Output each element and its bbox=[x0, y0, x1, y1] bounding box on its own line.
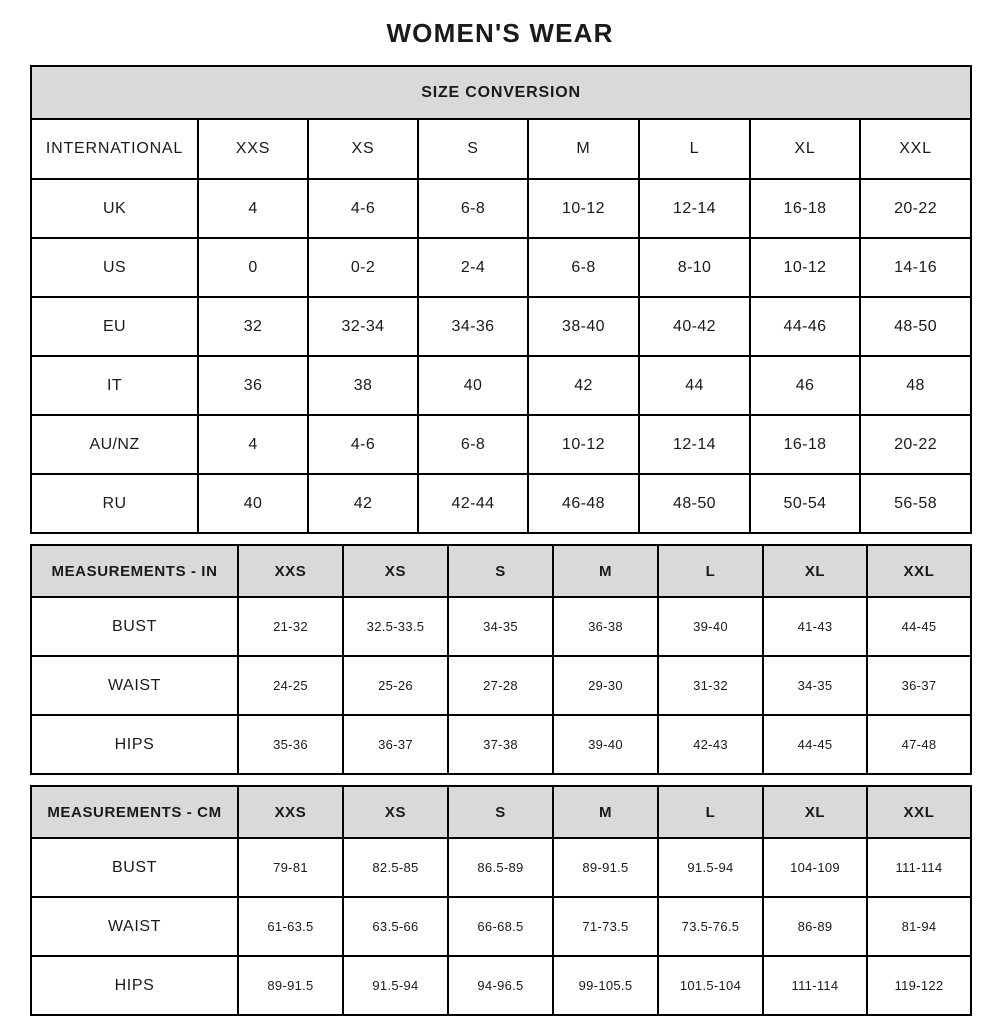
table-row bbox=[31, 238, 971, 297]
value-cell: 10-12 bbox=[528, 415, 639, 474]
value-cell: 50-54 bbox=[750, 474, 860, 533]
row-label: US bbox=[31, 238, 198, 297]
value-cell: 86.5-89 bbox=[448, 838, 553, 897]
measurements-cm-body bbox=[31, 838, 971, 1015]
table-row bbox=[31, 897, 971, 956]
row-label: BUST bbox=[31, 597, 238, 656]
value-cell: 44 bbox=[639, 356, 750, 415]
value-cell: 89-91.5 bbox=[238, 956, 343, 1015]
value-cell: 34-36 bbox=[418, 297, 528, 356]
value-cell: 48 bbox=[860, 356, 971, 415]
value-cell: 48-50 bbox=[860, 297, 971, 356]
value-cell: 6-8 bbox=[418, 415, 528, 474]
size-column-header: M bbox=[528, 119, 639, 179]
value-cell: 32-34 bbox=[308, 297, 418, 356]
value-cell: 34-35 bbox=[448, 597, 553, 656]
row-label: HIPS bbox=[31, 956, 238, 1015]
value-cell: 73.5-76.5 bbox=[658, 897, 763, 956]
value-cell: 38-40 bbox=[528, 297, 639, 356]
measurements-in-header: MEASUREMENTS - IN bbox=[31, 545, 238, 597]
value-cell: 10-12 bbox=[528, 179, 639, 238]
value-cell: 16-18 bbox=[750, 415, 860, 474]
value-cell: 56-58 bbox=[860, 474, 971, 533]
table-row bbox=[31, 715, 971, 774]
size-chart-page bbox=[30, 0, 970, 1016]
value-cell: 42 bbox=[528, 356, 639, 415]
table-row bbox=[31, 597, 971, 656]
value-cell: 0 bbox=[198, 238, 308, 297]
size-column-header: XL bbox=[763, 786, 867, 838]
value-cell: 6-8 bbox=[418, 179, 528, 238]
value-cell: 24-25 bbox=[238, 656, 343, 715]
value-cell: 31-32 bbox=[658, 656, 763, 715]
value-cell: 61-63.5 bbox=[238, 897, 343, 956]
row-label: AU/NZ bbox=[31, 415, 198, 474]
value-cell: 36 bbox=[198, 356, 308, 415]
row-label: BUST bbox=[31, 838, 238, 897]
value-cell: 29-30 bbox=[553, 656, 658, 715]
value-cell: 111-114 bbox=[867, 838, 971, 897]
value-cell: 48-50 bbox=[639, 474, 750, 533]
value-cell: 42-43 bbox=[658, 715, 763, 774]
size-column-header: L bbox=[639, 119, 750, 179]
size-column-header: M bbox=[553, 545, 658, 597]
value-cell: 6-8 bbox=[528, 238, 639, 297]
value-cell: 41-43 bbox=[763, 597, 867, 656]
value-cell: 32 bbox=[198, 297, 308, 356]
page-title: WOMEN'S WEAR bbox=[386, 18, 614, 48]
table-row bbox=[31, 179, 971, 238]
size-conversion-body bbox=[31, 179, 971, 533]
value-cell: 79-81 bbox=[238, 838, 343, 897]
value-cell: 46 bbox=[750, 356, 860, 415]
value-cell: 16-18 bbox=[750, 179, 860, 238]
size-conversion-table bbox=[30, 65, 972, 534]
value-cell: 46-48 bbox=[528, 474, 639, 533]
measurements-in-table bbox=[30, 544, 972, 775]
measurements-cm-header: MEASUREMENTS - CM bbox=[31, 786, 238, 838]
value-cell: 27-28 bbox=[448, 656, 553, 715]
size-column-header: S bbox=[448, 545, 553, 597]
value-cell: 12-14 bbox=[639, 415, 750, 474]
value-cell: 2-4 bbox=[418, 238, 528, 297]
value-cell: 44-45 bbox=[763, 715, 867, 774]
value-cell: 25-26 bbox=[343, 656, 448, 715]
value-cell: 40 bbox=[198, 474, 308, 533]
value-cell: 4-6 bbox=[308, 415, 418, 474]
value-cell: 34-35 bbox=[763, 656, 867, 715]
row-label: RU bbox=[31, 474, 198, 533]
row-label: HIPS bbox=[31, 715, 238, 774]
table-row bbox=[31, 656, 971, 715]
column-header-row bbox=[31, 545, 971, 597]
value-cell: 47-48 bbox=[867, 715, 971, 774]
measurements-cm-table bbox=[30, 785, 972, 1016]
value-cell: 44-45 bbox=[867, 597, 971, 656]
table-row bbox=[31, 838, 971, 897]
table-row bbox=[31, 415, 971, 474]
size-column-header: XL bbox=[750, 119, 860, 179]
value-cell: 37-38 bbox=[448, 715, 553, 774]
value-cell: 36-37 bbox=[343, 715, 448, 774]
table-row bbox=[31, 474, 971, 533]
value-cell: 89-91.5 bbox=[553, 838, 658, 897]
value-cell: 4-6 bbox=[308, 179, 418, 238]
value-cell: 35-36 bbox=[238, 715, 343, 774]
size-column-header: XXL bbox=[867, 786, 971, 838]
international-header: INTERNATIONAL bbox=[31, 119, 198, 179]
table-row bbox=[31, 297, 971, 356]
value-cell: 63.5-66 bbox=[343, 897, 448, 956]
column-header-row bbox=[31, 119, 971, 179]
value-cell: 119-122 bbox=[867, 956, 971, 1015]
table-row bbox=[31, 356, 971, 415]
value-cell: 91.5-94 bbox=[658, 838, 763, 897]
value-cell: 111-114 bbox=[763, 956, 867, 1015]
value-cell: 44-46 bbox=[750, 297, 860, 356]
value-cell: 36-38 bbox=[553, 597, 658, 656]
size-column-header: XS bbox=[343, 545, 448, 597]
value-cell: 42 bbox=[308, 474, 418, 533]
size-column-header: L bbox=[658, 545, 763, 597]
value-cell: 20-22 bbox=[860, 179, 971, 238]
value-cell: 91.5-94 bbox=[343, 956, 448, 1015]
value-cell: 4 bbox=[198, 179, 308, 238]
value-cell: 21-32 bbox=[238, 597, 343, 656]
value-cell: 66-68.5 bbox=[448, 897, 553, 956]
size-column-header: XS bbox=[343, 786, 448, 838]
size-column-header: XXS bbox=[198, 119, 308, 179]
size-column-header: S bbox=[448, 786, 553, 838]
value-cell: 38 bbox=[308, 356, 418, 415]
value-cell: 104-109 bbox=[763, 838, 867, 897]
row-label: WAIST bbox=[31, 656, 238, 715]
size-column-header: XXS bbox=[238, 545, 343, 597]
measurements-in-body bbox=[31, 597, 971, 774]
size-column-header: XXL bbox=[867, 545, 971, 597]
size-column-header: XXS bbox=[238, 786, 343, 838]
value-cell: 101.5-104 bbox=[658, 956, 763, 1015]
value-cell: 42-44 bbox=[418, 474, 528, 533]
size-column-header: M bbox=[553, 786, 658, 838]
value-cell: 12-14 bbox=[639, 179, 750, 238]
size-column-header: XXL bbox=[860, 119, 971, 179]
value-cell: 71-73.5 bbox=[553, 897, 658, 956]
value-cell: 81-94 bbox=[867, 897, 971, 956]
value-cell: 20-22 bbox=[860, 415, 971, 474]
value-cell: 40 bbox=[418, 356, 528, 415]
table-title-row bbox=[31, 66, 971, 119]
value-cell: 8-10 bbox=[639, 238, 750, 297]
size-column-header: XS bbox=[308, 119, 418, 179]
value-cell: 32.5-33.5 bbox=[343, 597, 448, 656]
value-cell: 10-12 bbox=[750, 238, 860, 297]
size-column-header: L bbox=[658, 786, 763, 838]
value-cell: 0-2 bbox=[308, 238, 418, 297]
row-label: IT bbox=[31, 356, 198, 415]
value-cell: 4 bbox=[198, 415, 308, 474]
row-label: WAIST bbox=[31, 897, 238, 956]
value-cell: 36-37 bbox=[867, 656, 971, 715]
value-cell: 86-89 bbox=[763, 897, 867, 956]
row-label: EU bbox=[31, 297, 198, 356]
value-cell: 39-40 bbox=[658, 597, 763, 656]
value-cell: 14-16 bbox=[860, 238, 971, 297]
value-cell: 40-42 bbox=[639, 297, 750, 356]
value-cell: 39-40 bbox=[553, 715, 658, 774]
size-column-header: S bbox=[418, 119, 528, 179]
table-row bbox=[31, 956, 971, 1015]
value-cell: 99-105.5 bbox=[553, 956, 658, 1015]
size-conversion-title: SIZE CONVERSION bbox=[31, 66, 971, 119]
value-cell: 82.5-85 bbox=[343, 838, 448, 897]
value-cell: 94-96.5 bbox=[448, 956, 553, 1015]
size-column-header: XL bbox=[763, 545, 867, 597]
column-header-row bbox=[31, 786, 971, 838]
row-label: UK bbox=[31, 179, 198, 238]
